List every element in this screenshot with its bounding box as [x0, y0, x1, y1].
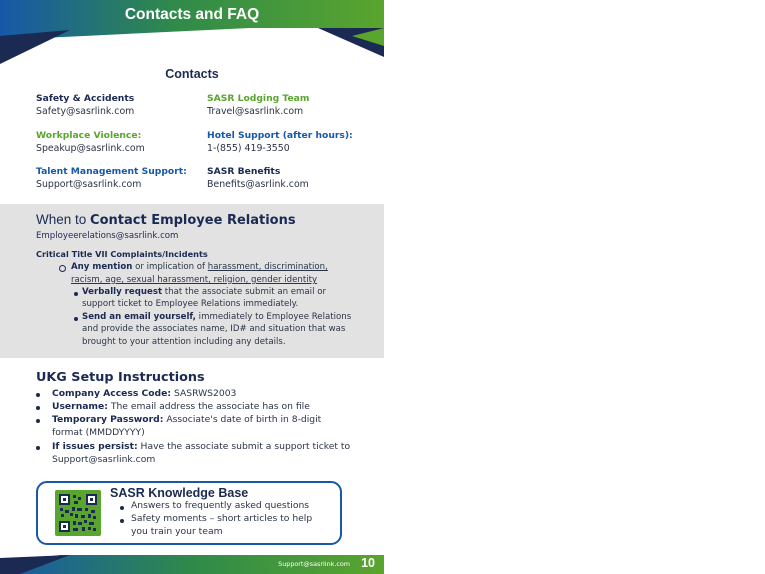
any-mention-text: or implication of — [132, 262, 208, 272]
page-title: Contacts and FAQ — [124, 6, 260, 23]
contact-label: Workplace Violence: — [36, 130, 142, 141]
ukg-item-value: The email address the associate has on file — [107, 401, 310, 412]
verbally-text: that the associate submit an email or — [162, 287, 326, 297]
hollow-bullet-icon — [59, 265, 66, 272]
ukg-item-access-code — [36, 388, 356, 401]
footer-email[interactable]: Support@sasrlink.com — [278, 560, 350, 568]
critical-complaints-subheading: Critical Title VII Complaints/Incidents — [36, 249, 208, 259]
contacts-heading: Contacts — [165, 67, 219, 81]
ukg-item-text — [52, 388, 356, 401]
contact-value[interactable]: Travel@sasrlink.com — [207, 105, 304, 117]
bullet-icon — [120, 519, 124, 523]
bullet-icon — [74, 292, 78, 296]
contact-value[interactable]: 1-(855) 419-3550 — [207, 142, 290, 154]
bullet-icon — [36, 393, 40, 397]
ukg-item-value: Associate's date of birth in 8-digit — [163, 414, 322, 425]
heading-bold: Contact Employee Relations — [90, 213, 296, 228]
ukg-heading: UKG Setup Instructions — [36, 370, 205, 385]
header-banner — [0, 0, 384, 64]
employee-relations-heading — [36, 212, 296, 228]
bullet-icon — [36, 446, 40, 450]
bullet-icon — [36, 419, 40, 423]
ukg-item-username — [36, 401, 356, 414]
ukg-item-continuation: format (MMDDYYYY) — [52, 426, 145, 438]
employee-relations-email[interactable]: Employeerelations@sasrlink.com — [36, 231, 179, 241]
ukg-item-bold: If issues persist: — [52, 441, 138, 452]
verbally-bold: Verbally request — [82, 287, 163, 297]
ukg-item-bold: Username: — [52, 401, 108, 412]
knowledge-base-item: Answers to frequently asked questions — [131, 500, 310, 511]
contact-benefits — [207, 166, 309, 191]
knowledge-base-item-continuation: you train your team — [131, 526, 223, 537]
verbally-request-line2: support ticket to Employee Relations immediately. — [82, 299, 299, 309]
contact-value[interactable]: Speakup@sasrlink.com — [36, 142, 145, 154]
ukg-item-temp-password — [36, 414, 356, 440]
ukg-item-text — [52, 441, 356, 454]
verbally-request-line1 — [82, 286, 326, 298]
ukg-item-value: SASRWS2003 — [171, 388, 237, 399]
bullet-icon — [120, 506, 124, 510]
bullet-icon — [36, 406, 40, 410]
protected-categories-link-2: racism, age, sexual harassment, religion, gender identity — [71, 275, 318, 285]
contact-label: Talent Management Support: — [36, 166, 187, 177]
ukg-item-text — [52, 401, 356, 414]
ukg-item-text — [52, 414, 356, 427]
any-mention-line1 — [71, 261, 328, 273]
contact-label: SASR Benefits — [207, 166, 281, 177]
contact-value[interactable]: Support@sasrlink.com — [36, 178, 142, 190]
send-email-line2: and provide the associates name, ID# and situation that was — [82, 324, 346, 334]
knowledge-base-item: Safety moments – short articles to help — [131, 513, 313, 524]
contact-hotel-support — [207, 130, 353, 155]
contact-label: Safety & Accidents — [36, 93, 135, 104]
contact-value[interactable]: Benefits@asrlink.com — [207, 178, 309, 190]
page-number: 10 — [361, 556, 375, 570]
contact-label: SASR Lodging Team — [207, 93, 310, 104]
ukg-item-issues — [36, 441, 356, 467]
ukg-item-bold: Temporary Password: — [52, 414, 164, 425]
ukg-support-email[interactable]: Support@sasrlink.com — [52, 453, 156, 465]
qr-code-graphic — [58, 493, 98, 533]
send-email-line3: brought to your attention including any details. — [82, 337, 286, 347]
bullet-icon — [74, 317, 78, 321]
any-mention-bold: Any mention — [71, 262, 133, 272]
contact-label: Hotel Support (after hours): — [207, 130, 353, 141]
knowledge-base-heading: SASR Knowledge Base — [110, 486, 249, 500]
protected-categories-link: harassment, discrimination, — [207, 262, 328, 272]
ukg-item-bold: Company Access Code: — [52, 388, 172, 399]
contact-talent-management — [36, 166, 187, 191]
send-bold: Send an email yourself, — [82, 312, 196, 322]
contact-workplace-violence — [36, 130, 145, 155]
contact-lodging — [207, 93, 309, 118]
heading-prefix: When to — [36, 212, 91, 227]
contact-value[interactable]: Safety@sasrlink.com — [36, 105, 135, 117]
contact-safety — [36, 93, 134, 118]
ukg-item-value: Have the associate submit a support ticket to — [137, 441, 351, 452]
send-text: immediately to Employee Relations — [195, 312, 352, 322]
send-email-line1 — [82, 311, 351, 323]
qr-code-icon[interactable] — [55, 490, 101, 536]
